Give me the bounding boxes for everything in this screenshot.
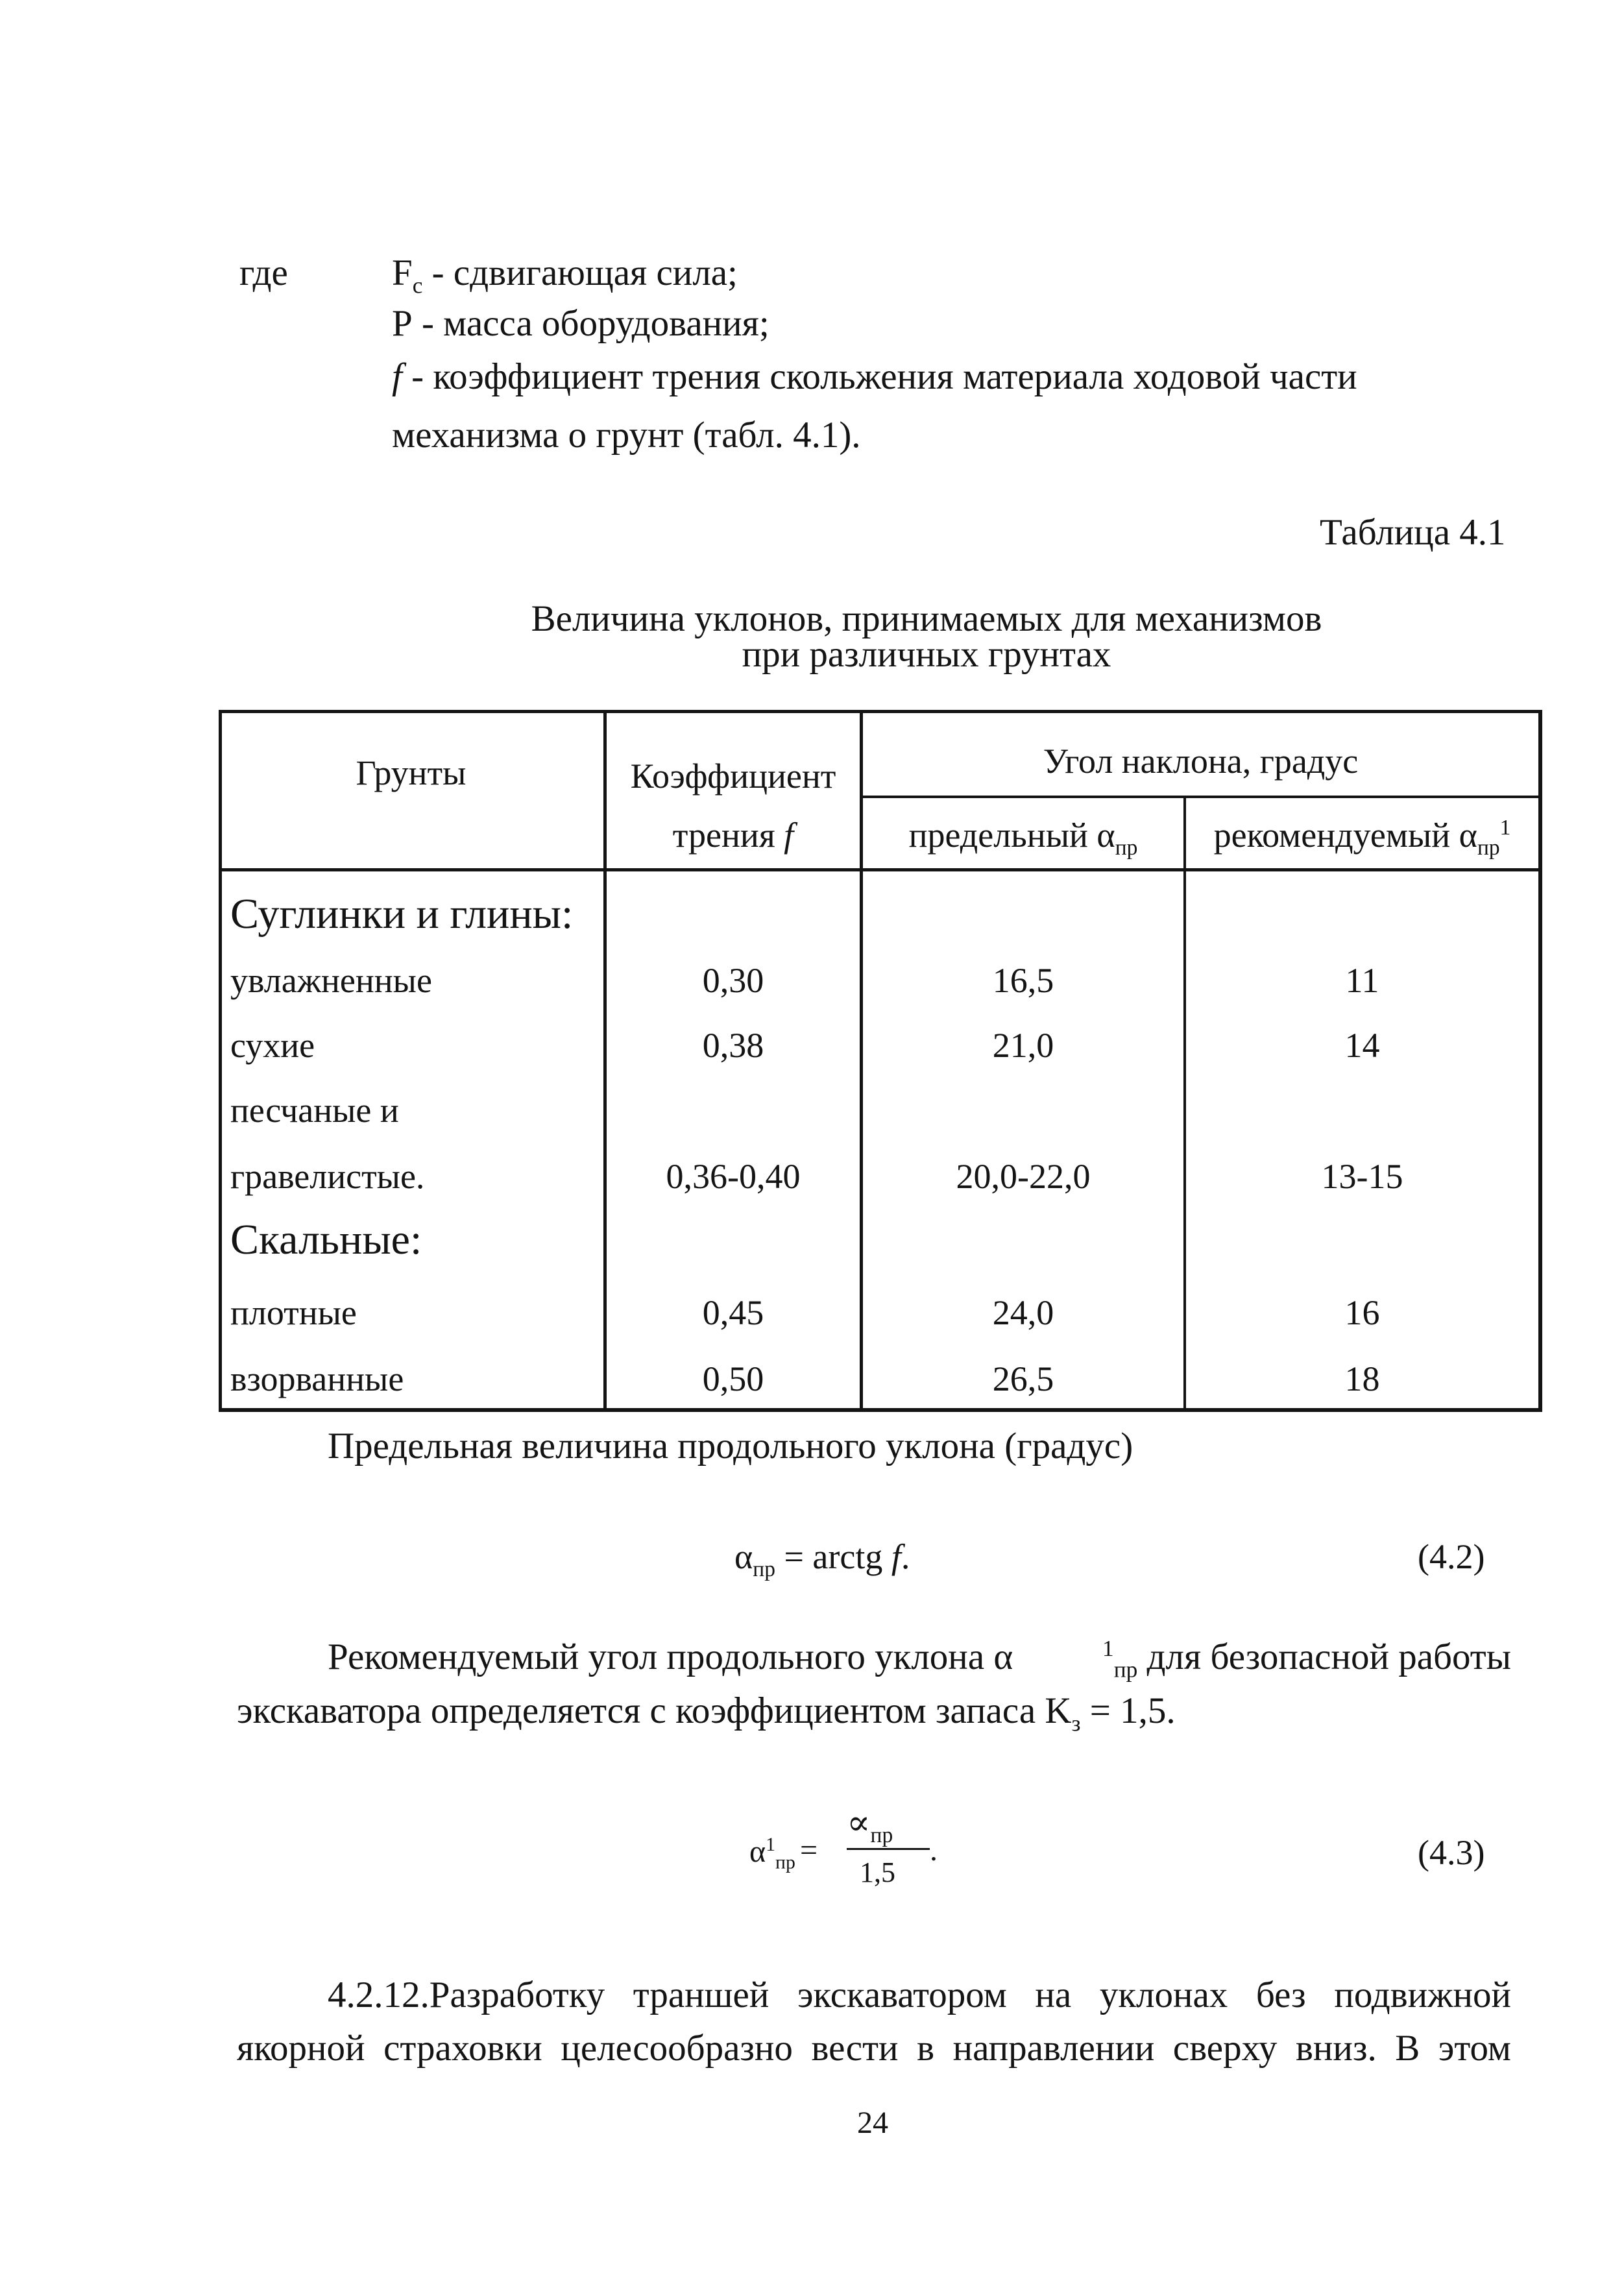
- definition-continuation: механизма о грунт (табл. 4.1).: [392, 415, 861, 456]
- formula-4-3: [749, 1805, 944, 1903]
- formula-4-2: $\alpha_{пр}$ = arctg f.: [734, 1537, 910, 1581]
- row-blasted-coef: 0,50: [702, 1359, 764, 1398]
- row-sandy-label: песчаные и: [230, 1091, 399, 1130]
- header-coef-line2: трения f: [672, 816, 794, 855]
- definition-friction: f - коэффициент трения скольжения материала ходовой части: [392, 356, 1357, 397]
- formula-4-3-number: (4.3): [1418, 1833, 1485, 1872]
- formula-4-3-fraction-bar: [847, 1848, 930, 1850]
- header-recommended-angle: рекомендуемый $\alpha_{пр}^1$: [1213, 816, 1511, 860]
- formula-4-3-end: .: [930, 1833, 938, 1867]
- header-angle-group: Угол наклона, градус: [1043, 742, 1359, 781]
- slope-table: [219, 710, 1542, 1412]
- row-dense-coef: 0,45: [702, 1293, 764, 1332]
- row-blasted-recommended: 18: [1344, 1359, 1380, 1398]
- page-number: 24: [857, 2106, 888, 2140]
- table-title-line2: при различных грунтах: [742, 634, 1111, 675]
- row-gravel-label: гравелистые.: [230, 1157, 425, 1196]
- para2-line1: 4.2.12.Разработку траншей экскаватором на уклонах без подвижной: [328, 1975, 1511, 2015]
- group-loams-clays: Суглинки и глины:: [230, 890, 574, 938]
- formula-4-2-number: (4.2): [1418, 1537, 1485, 1576]
- definition-mass: Р - масса оборудования;: [392, 303, 770, 344]
- limit-slope-caption: Предельная величина продольного уклона (градус): [328, 1426, 1133, 1466]
- row-blasted-limit: 26,5: [992, 1359, 1054, 1398]
- row-dry-recommended: 14: [1344, 1026, 1380, 1065]
- para1-line2: экскаватора определяется с коэффициентом запаса $K_з = 1,5$.: [237, 1690, 1176, 1736]
- table-border-left: [219, 710, 222, 1412]
- header-limit-angle: предельный $\alpha_{пр}$: [908, 816, 1138, 860]
- row-gravel-limit: 20,0-22,0: [956, 1157, 1091, 1196]
- table-title-line1: Величина уклонов, принимаемых для механизмов: [531, 598, 1322, 639]
- row-dense-recommended: 16: [1344, 1293, 1380, 1332]
- para2-line2: якорной страховки целесообразно вести в направлении сверху вниз. В этом: [237, 2028, 1511, 2069]
- row-dry-coef: 0,38: [702, 1026, 764, 1065]
- header-soils: Грунты: [356, 753, 467, 792]
- row-dense-limit: 24,0: [992, 1293, 1054, 1332]
- table-divider-angle-group: [860, 796, 1542, 798]
- group-rocky: Скальные:: [230, 1216, 422, 1263]
- definition-shear-force: $F_с$ - сдвигающая сила;: [392, 252, 738, 298]
- row-moist-label: увлажненные: [230, 961, 432, 1000]
- row-dense-label: плотные: [230, 1293, 357, 1332]
- row-moist-coef: 0,30: [702, 961, 764, 1000]
- formula-4-3-equals: =: [800, 1833, 818, 1867]
- table-divider-header: [219, 868, 1542, 871]
- row-gravel-coef: 0,36-0,40: [666, 1157, 801, 1196]
- formula-4-3-denominator: 1,5: [860, 1856, 895, 1888]
- table-border-bottom: [219, 1408, 1542, 1412]
- row-blasted-label: взорванные: [230, 1359, 404, 1398]
- where-word: где: [239, 252, 288, 293]
- para1-line1: Рекомендуемый угол продольного уклона α $^1_{пр}$ для безопасной работы: [328, 1636, 1511, 1683]
- table-label: Таблица 4.1: [1320, 512, 1506, 553]
- table-border-right: [1538, 710, 1542, 1412]
- formula-4-3-lhs: $\alpha^1_{пр}$: [749, 1834, 795, 1873]
- row-dry-limit: 21,0: [992, 1026, 1054, 1065]
- formula-4-3-numerator: $\propto_{пр}$: [847, 1803, 893, 1847]
- row-dry-label: сухие: [230, 1026, 315, 1065]
- row-moist-limit: 16,5: [992, 961, 1054, 1000]
- row-gravel-recommended: 13-15: [1321, 1157, 1403, 1196]
- header-coef-line1: Коэффициент: [630, 757, 836, 796]
- row-moist-recommended: 11: [1345, 961, 1379, 1000]
- table-border-top: [219, 710, 1542, 713]
